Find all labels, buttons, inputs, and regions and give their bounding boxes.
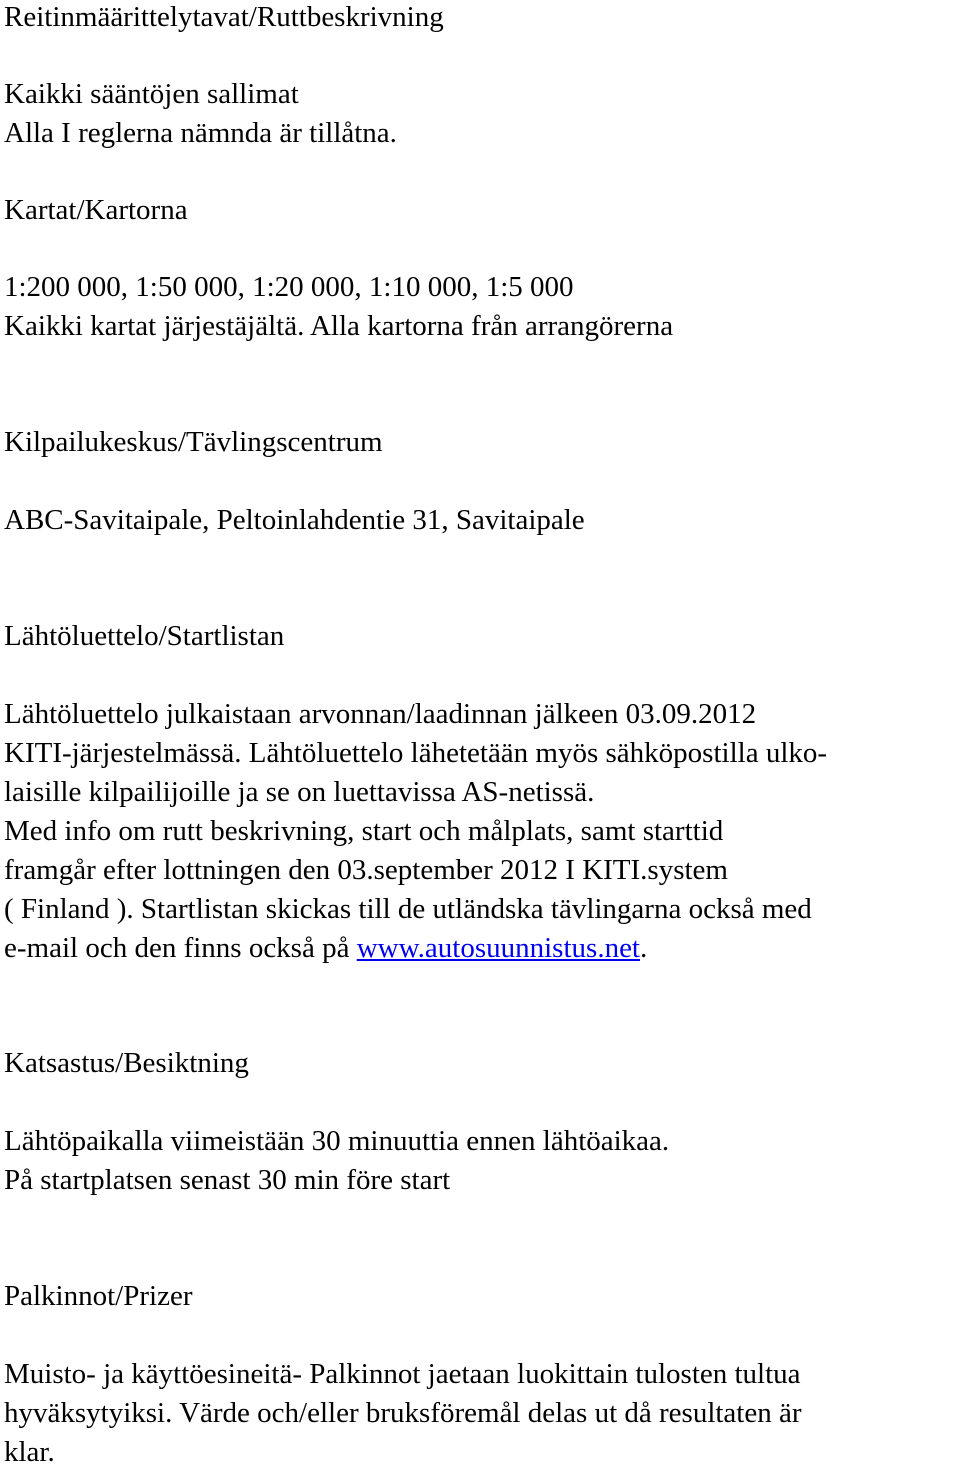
section-heading-maps: Kartat/Kartorna xyxy=(4,194,188,226)
startlist-line-7-end: . xyxy=(640,932,648,964)
startlist-line-3: laisille kilpailijoille ja se on luettavissa AS-netissä. xyxy=(4,776,595,808)
section-heading-centre: Kilpailukeskus/Tävlingscentrum xyxy=(4,426,383,458)
prizes-line-3: klar. xyxy=(4,1436,55,1468)
section-heading-inspection: Katsastus/Besiktning xyxy=(4,1047,249,1079)
section-heading-route: Reitinmäärittelytavat/Ruttbeskrivning xyxy=(4,1,444,33)
centre-address: ABC-Savitaipale, Peltoinlahdentie 31, Savitaipale xyxy=(4,504,585,536)
route-line-1: Kaikki sääntöjen sallimat xyxy=(4,78,299,110)
maps-scales: 1:200 000, 1:50 000, 1:20 000, 1:10 000, 1:5 000 xyxy=(4,271,574,303)
prizes-line-1: Muisto- ja käyttöesineitä- Palkinnot jaetaan luokittain tulosten tultua xyxy=(4,1358,801,1390)
route-line-2: Alla I reglerna nämnda är tillåtna. xyxy=(4,117,397,149)
startlist-line-7 xyxy=(4,931,647,965)
section-heading-startlist: Lähtöluettelo/Startlistan xyxy=(4,620,285,652)
maps-source: Kaikki kartat järjestäjältä. Alla kartorna från arrangörerna xyxy=(4,310,674,342)
startlist-line-5: framgår efter lottningen den 03.september 2012 I KITI.system xyxy=(4,854,728,886)
prizes-line-2: hyväksytyiksi. Värde och/eller bruksföremål delas ut då resultaten är xyxy=(4,1397,802,1429)
inspection-line-1: Lähtöpaikalla viimeistään 30 minuuttia ennen lähtöaikaa. xyxy=(4,1125,670,1157)
startlist-line-1: Lähtöluettelo julkaistaan arvonnan/laadinnan jälkeen 03.09.2012 xyxy=(4,698,757,730)
section-heading-prizes: Palkinnot/Prizer xyxy=(4,1280,193,1312)
startlist-line-4: Med info om rutt beskrivning, start och målplats, samt starttid xyxy=(4,815,724,847)
startlist-line-2: KITI-järjestelmässä. Lähtöluettelo lähetetään myös sähköpostilla ulko- xyxy=(4,737,828,769)
startlist-line-6: ( Finland ). Startlistan skickas till de utländska tävlingarna också med xyxy=(4,893,812,925)
inspection-line-2: På startplatsen senast 30 min före start xyxy=(4,1164,451,1196)
autosuunnistus-link[interactable]: www.autosuunnistus.net xyxy=(356,932,640,964)
startlist-line-7-text: e-mail och den finns också på xyxy=(4,932,357,964)
